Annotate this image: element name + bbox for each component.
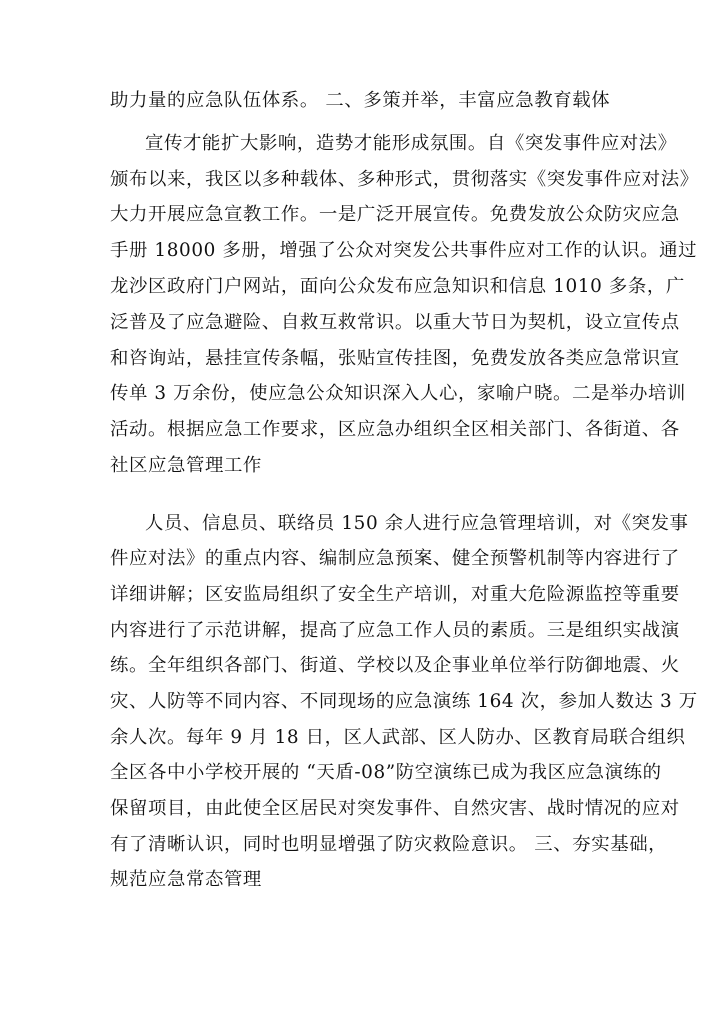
text-line-8: 和咨询站，悬挂宣传条幅，张贴宣传挂图，免费发放各类应急常识宣	[110, 348, 680, 369]
text-line-10: 活动。根据应急工作要求，区应急办组织全区相关部门、各街道、各	[110, 419, 680, 440]
text-line-12: 人员、信息员、联络员 150 余人进行应急管理培训，对《突发事	[145, 513, 689, 534]
text-line-5: 手册 18000 多册，增强了公众对突发公共事件应对工作的认识。通过	[110, 240, 698, 261]
text-line-2: 宣传才能扩大影响，造势才能形成氛围。自《突发事件应对法》	[145, 133, 677, 154]
text-line-22: 规范应急常态管理	[110, 869, 262, 890]
text-line-3: 颁布以来，我区以多种载体、多种形式，贯彻落实《突发事件应对法》	[110, 169, 699, 190]
text-line-17: 灾、人防等不同内容、不同现场的应急演练 164 次，参加人数达 3 万	[110, 691, 698, 712]
text-line-18: 余人次。每年 9 月 18 日，区人武部、区人防办、区教育局联合组织	[110, 727, 686, 748]
text-line-11: 社区应急管理工作	[110, 455, 262, 476]
text-line-21: 有了清晰认识，同时也明显增强了防灾救险意识。 三、夯实基础，	[110, 834, 668, 855]
text-line-13: 件应对法》的重点内容、编制应急预案、健全预警机制等内容进行了	[110, 548, 680, 569]
text-line-4: 大力开展应急宣教工作。一是广泛开展宣传。免费发放公众防灾应急	[110, 204, 680, 225]
text-line-6: 龙沙区政府门户网站，面向公众发布应急知识和信息 1010 多条，广	[110, 276, 685, 297]
text-line-7: 泛普及了应急避险、自救互救常识。以重大节日为契机，设立宣传点	[110, 312, 680, 333]
text-line-20: 保留项目，由此使全区居民对突发事件、自然灾害、战时情况的应对	[110, 798, 680, 819]
text-line-9: 传单 3 万余份，使应急公众知识深入人心，家喻户晓。二是举办培训	[110, 383, 686, 404]
text-line-19: 全区各中小学校开展的 “天盾-08”防空演练已成为我区应急演练的	[110, 762, 662, 783]
text-line-15: 内容进行了示范讲解，提高了应急工作人员的素质。三是组织实战演	[110, 620, 680, 641]
text-line-1: 助力量的应急队伍体系。 二、多策并举，丰富应急教育载体	[110, 90, 611, 111]
text-line-14: 详细讲解；区安监局组织了安全生产培训，对重大危险源监控等重要	[110, 584, 680, 605]
text-line-16: 练。全年组织各部门、街道、学校以及企事业单位举行防御地震、火	[110, 655, 680, 676]
